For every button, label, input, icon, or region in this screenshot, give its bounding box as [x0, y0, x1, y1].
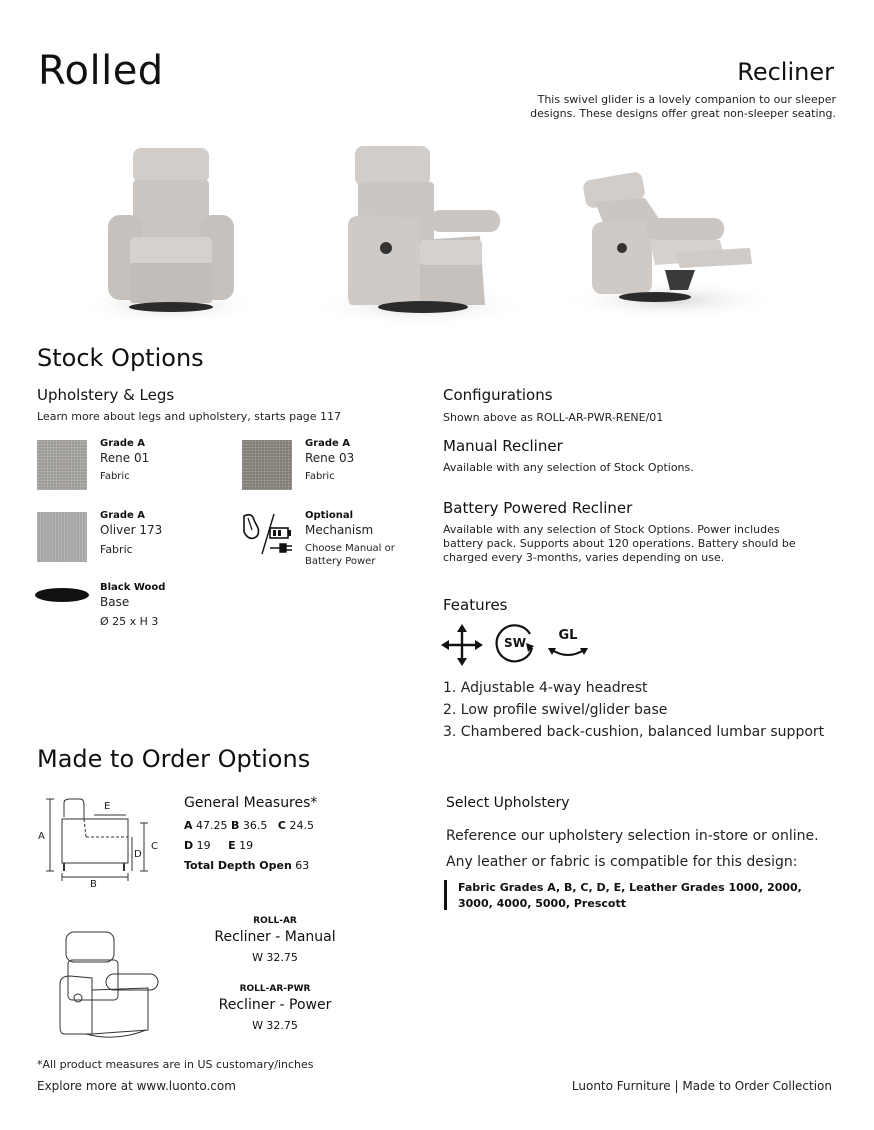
- swatch-type: Fabric: [100, 543, 133, 556]
- model-code: ROLL-AR-PWR: [239, 984, 311, 994]
- chair-reclined-photo: [560, 171, 780, 320]
- depth-value: 63: [295, 859, 310, 872]
- measures-row-2: [184, 839, 253, 852]
- glider-icon: [548, 644, 588, 660]
- measure-d-value: 19: [196, 839, 211, 852]
- power-mechanism-icon: [240, 510, 296, 558]
- measure-c-label: C: [277, 819, 286, 832]
- swatch-name: Rene 03: [305, 451, 355, 465]
- recliner-line-drawing: [56, 928, 166, 1043]
- black-wood-base-icon: [34, 586, 90, 604]
- grades-accent-bar: [444, 880, 447, 910]
- swatch-type: Fabric: [100, 471, 130, 482]
- stock-options-heading: Stock Options: [37, 344, 204, 372]
- swivel-label: SW: [504, 636, 526, 650]
- measure-a-label: A: [184, 819, 193, 832]
- swatch-grade: Grade A: [100, 510, 146, 521]
- model-name: Recliner - Manual: [214, 929, 336, 945]
- dimension-diagram: [34, 795, 164, 890]
- swatch-rene-01: [37, 440, 87, 490]
- chair-angle-photo: [310, 146, 530, 327]
- battery-recliner-heading: Battery Powered Recliner: [443, 499, 633, 517]
- four-way-headrest-icon: [441, 624, 483, 666]
- mechanism-name: Mechanism: [305, 523, 374, 537]
- manual-recliner-heading: Manual Recliner: [443, 437, 563, 455]
- dim-e-label: E: [104, 801, 111, 812]
- dim-c-label: C: [151, 841, 158, 852]
- intro-text: This swivel glider is a lovely companion to our sleeper designs. These designs offer great non-sleeper seating.: [530, 93, 836, 120]
- select-upholstery-heading: Select Upholstery: [446, 795, 570, 811]
- general-measures-heading: General Measures*: [184, 795, 318, 811]
- dim-d-label: D: [134, 849, 142, 860]
- features-heading: Features: [443, 596, 508, 614]
- manual-recliner-text: Available with any selection of Stock Options.: [443, 461, 694, 474]
- configurations-heading: Configurations: [443, 386, 553, 404]
- product-photos: [90, 140, 790, 330]
- configurations-text: Shown above as ROLL-AR-PWR-RENE/01: [443, 411, 664, 424]
- measures-row-3: [184, 859, 309, 872]
- measures-row-1: [184, 819, 314, 832]
- upholstery-legs-heading: Upholstery & Legs: [37, 386, 175, 404]
- measure-e-value: 19: [239, 839, 254, 852]
- base-size: Ø 25 x H 3: [100, 615, 159, 628]
- measure-b-label: B: [231, 819, 240, 832]
- measures-footnote: *All product measures are in US customary/inches: [37, 1058, 314, 1071]
- dim-b-label: B: [90, 879, 97, 890]
- footer-collection: Luonto Furniture | Made to Order Collection: [571, 1079, 832, 1093]
- made-to-order-heading: Made to Order Options: [37, 745, 311, 773]
- measure-a-value: 47.25: [196, 819, 228, 832]
- swatch-name: Rene 01: [100, 451, 150, 465]
- page-subtitle: Recliner: [737, 58, 834, 86]
- footer-website: Explore more at www.luonto.com: [37, 1079, 236, 1093]
- model-name: Recliner - Power: [218, 997, 332, 1013]
- battery-recliner-text: Available with any selection of Stock Options. Power includes battery pack. Supports about 120 operations. Battery should be charged every 3-months, varies depending on use.: [443, 523, 796, 564]
- model-width: W 32.75: [252, 951, 298, 964]
- page-title: Rolled: [38, 48, 164, 94]
- chair-front-photo: [90, 148, 260, 325]
- feature-item: 1. Adjustable 4-way headrest: [443, 680, 648, 696]
- swatch-oliver-173: [37, 512, 87, 562]
- upholstery-line-1: Reference our upholstery selection in-store or online.: [446, 828, 819, 844]
- upholstery-note: Learn more about legs and upholstery, starts page 117: [37, 410, 342, 423]
- swatch-grade: Grade A: [305, 438, 351, 449]
- mechanism-note: Choose Manual or Battery Power: [305, 543, 395, 567]
- depth-label: Total Depth Open: [184, 859, 292, 872]
- measure-c-value: 24.5: [289, 819, 314, 832]
- base-grade: Black Wood: [100, 582, 166, 593]
- feature-item: 3. Chambered back-cushion, balanced lumbar support: [443, 724, 825, 740]
- model-width: W 32.75: [252, 1019, 298, 1032]
- swatch-grade: Grade A: [100, 438, 146, 449]
- swatch-rene-03: [242, 440, 292, 490]
- dim-a-label: A: [38, 831, 45, 842]
- upholstery-grades: Fabric Grades A, B, C, D, E, Leather Grades 1000, 2000, 3000, 4000, 5000, Prescott: [458, 881, 802, 910]
- measure-d-label: D: [184, 839, 194, 852]
- swatch-type: Fabric: [305, 471, 335, 482]
- glider-label: GL: [558, 628, 578, 643]
- base-name: Base: [100, 595, 130, 609]
- mechanism-grade: Optional: [305, 510, 354, 521]
- upholstery-line-2: Any leather or fabric is compatible for this design:: [446, 854, 798, 870]
- measure-b-value: 36.5: [242, 819, 268, 832]
- feature-item: 2. Low profile swivel/glider base: [443, 702, 668, 718]
- measure-e-label: E: [228, 839, 236, 852]
- model-code: ROLL-AR: [253, 916, 297, 926]
- swatch-name: Oliver 173: [100, 523, 163, 537]
